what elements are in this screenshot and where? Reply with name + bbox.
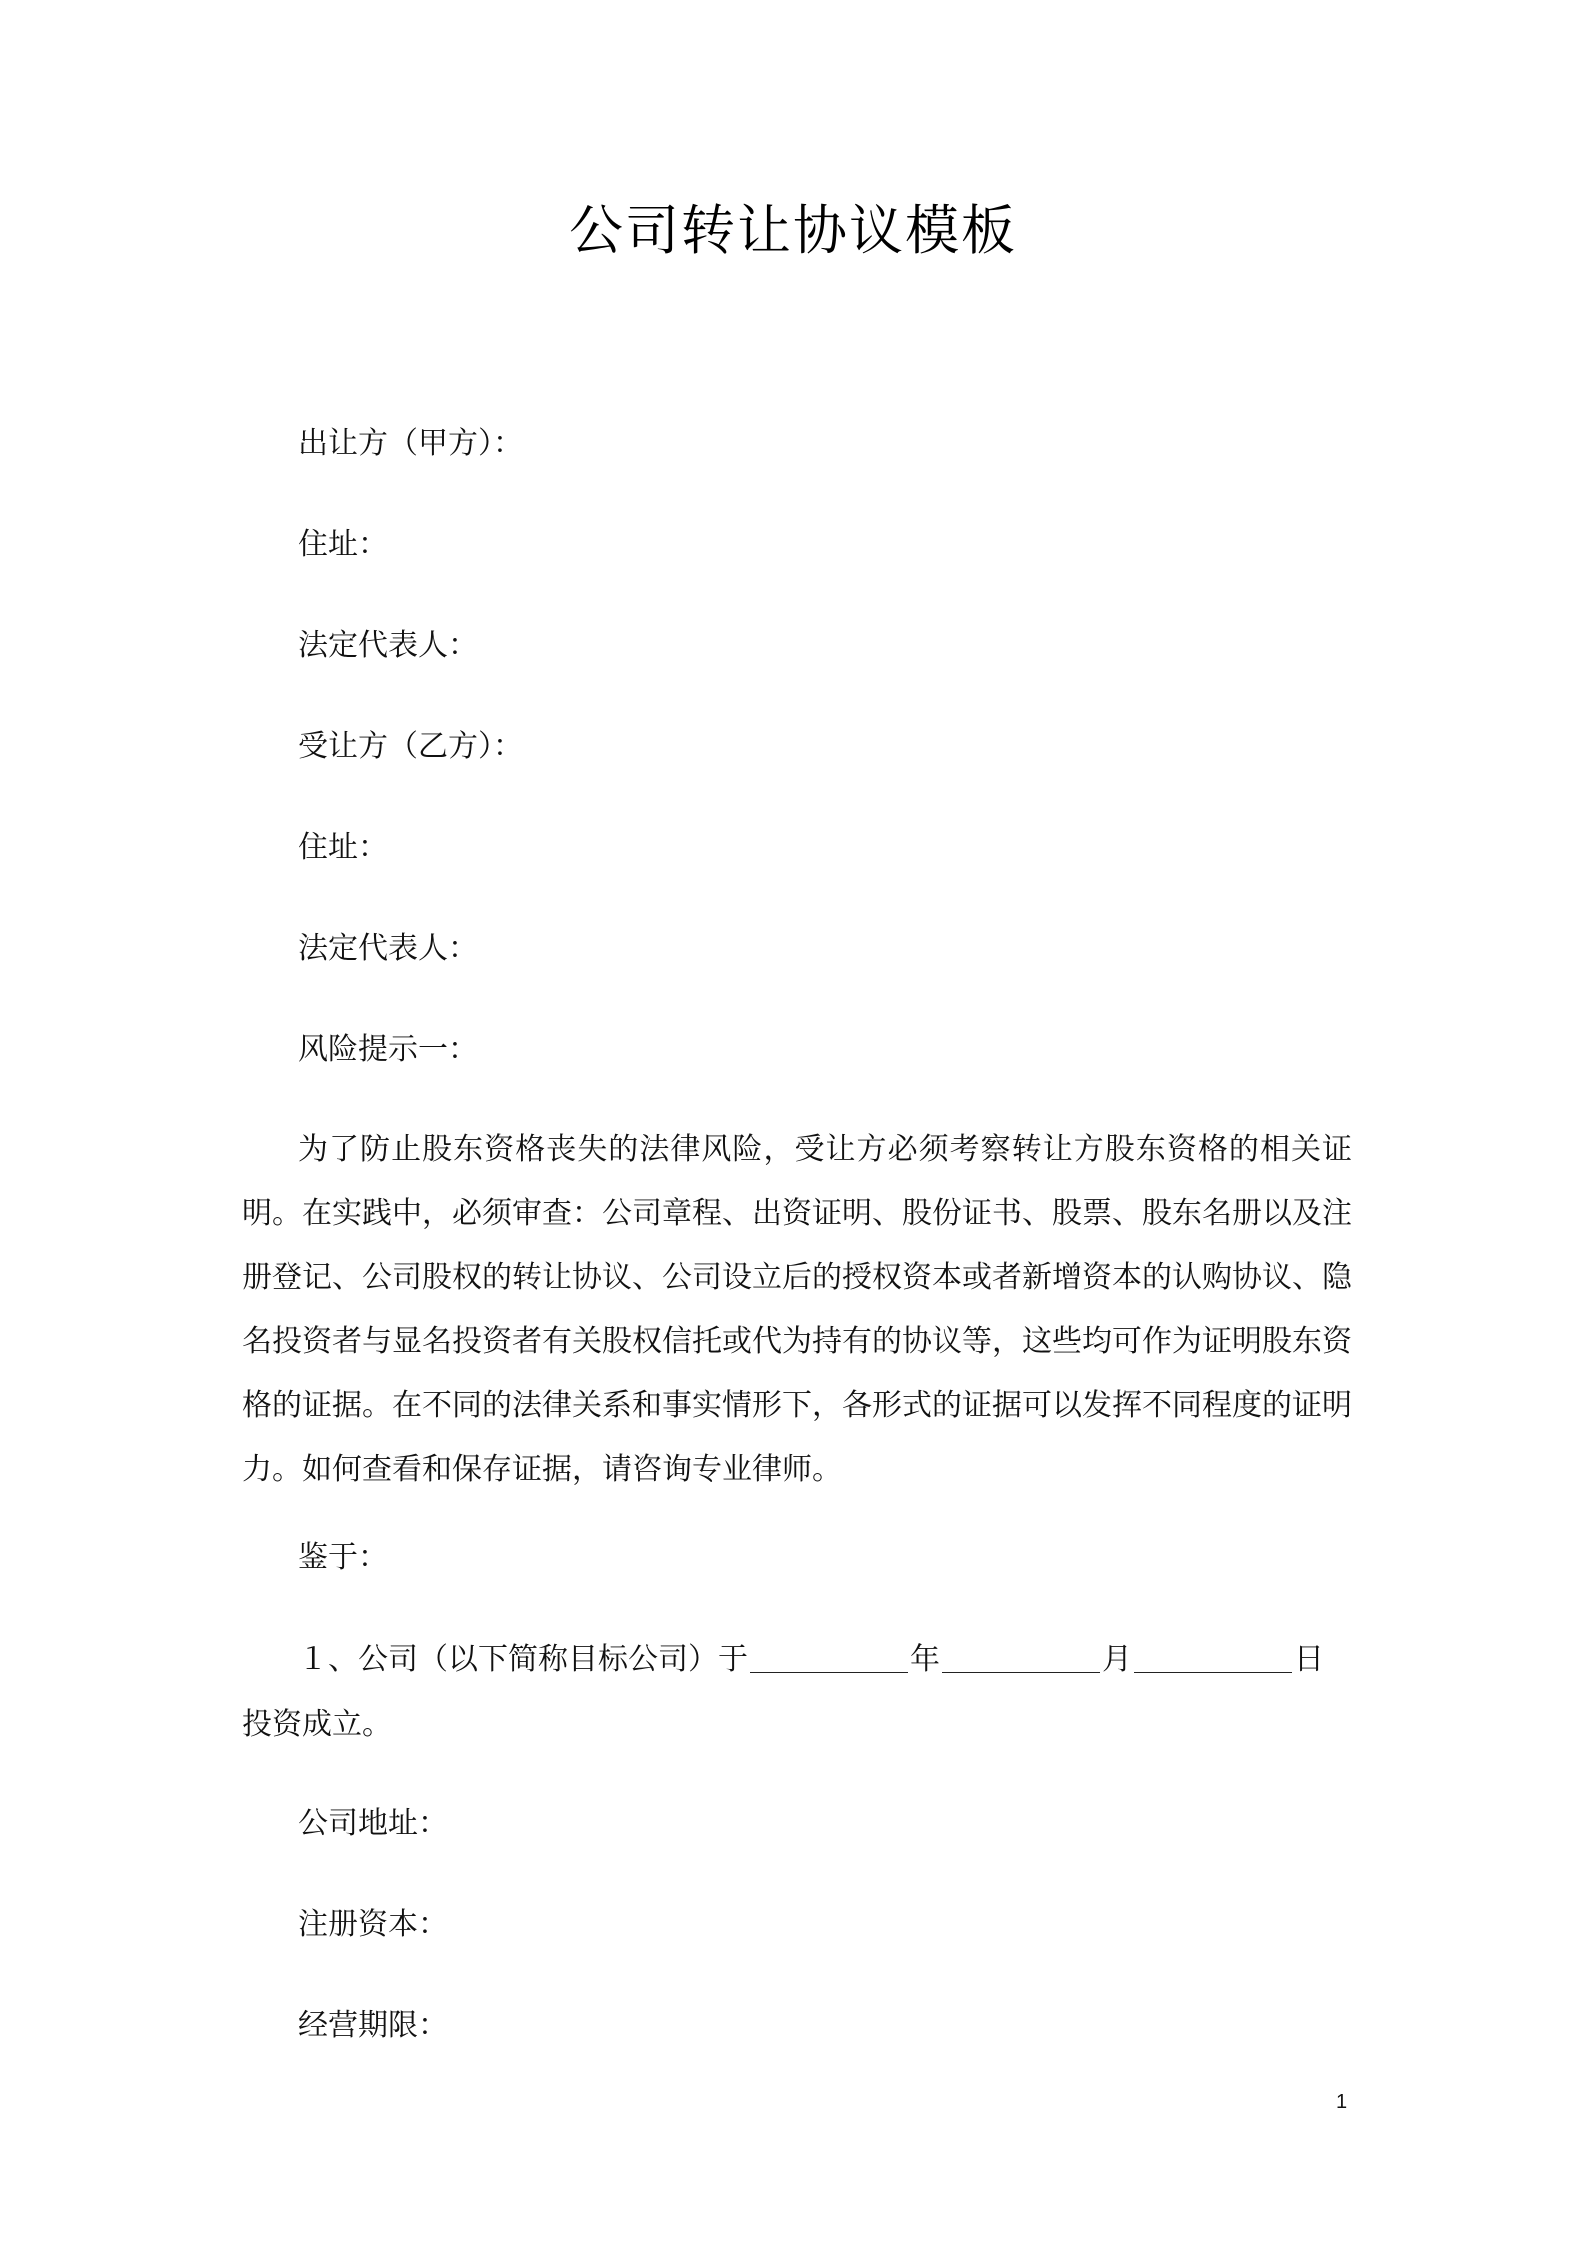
transferee-address-label: 住址：: [298, 830, 388, 865]
clause-1-prefix: １、公司（以下简称目标公司）于: [298, 1642, 748, 1677]
transferee-label: 受让方（乙方）：: [298, 729, 523, 764]
day-blank: [1134, 1642, 1292, 1673]
month-label: 月: [1102, 1642, 1132, 1677]
clause-1-line: [298, 1640, 1324, 1680]
month-blank: [942, 1642, 1100, 1673]
clause-1-continuation: 投资成立。: [242, 1707, 392, 1742]
business-term-label: 经营期限：: [298, 2008, 448, 2043]
whereas-label: 鉴于：: [298, 1540, 388, 1575]
day-label: 日: [1294, 1642, 1324, 1677]
risk-heading: 风险提示一：: [298, 1032, 478, 1067]
transferor-rep-label: 法定代表人：: [298, 628, 478, 663]
company-address-label: 公司地址：: [298, 1806, 448, 1841]
transferor-address-label: 住址：: [298, 527, 388, 562]
page-number: 1: [1336, 2091, 1348, 2113]
transferee-rep-label: 法定代表人：: [298, 931, 478, 966]
transferor-label: 出让方（甲方）：: [298, 426, 523, 461]
year-label: 年: [910, 1642, 940, 1677]
year-blank: [750, 1642, 908, 1673]
risk-paragraph: 为了防止股东资格丧失的法律风险，受让方必须考察转让方股东资格的相关证明。在实践中，必须审查：公司章程、出资证明、股份证书、股票、股东名册以及注册登记、公司股权的转让协议、公司设立后的授权资本或者新增资本的认购协议、隐名投资者与显名投资者有关股权信托或代为持有的协议等，这些均可作为证明股东资格的证据。在不同的法律关系和事实情形下，各形式的证据可以发挥不同程度的证明力。如何查看和保存证据，请咨询专业律师。: [242, 1132, 1352, 1487]
registered-capital-label: 注册资本：: [298, 1907, 448, 1942]
document-title: 公司转让协议模板: [569, 199, 1017, 262]
